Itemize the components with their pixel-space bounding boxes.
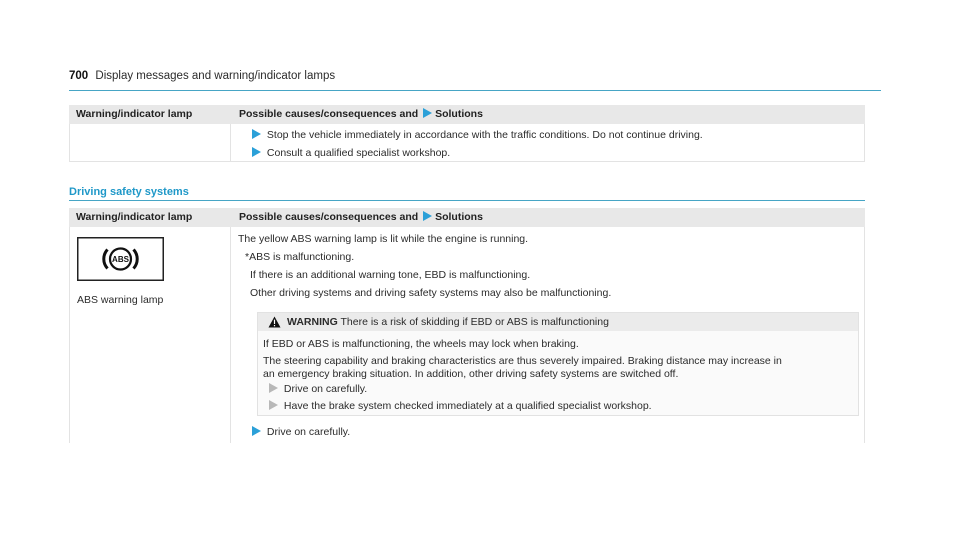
abs-icon-text: ABS	[112, 255, 129, 264]
column-header-lamp: Warning/indicator lamp	[76, 211, 193, 223]
arrow-icon	[252, 147, 261, 157]
warning-triangle-icon	[268, 316, 281, 328]
section-title: Driving safety systems	[69, 186, 865, 201]
lamp-label: ABS warning lamp	[77, 294, 164, 306]
page-title: Display messages and warning/indicator lamps	[95, 70, 336, 82]
lamp-table-1	[69, 105, 865, 162]
warning-step: Have the brake system checked immediately at a qualified specialist workshop.	[267, 400, 652, 412]
column-divider	[230, 124, 231, 161]
warning-title: WARNING There is a risk of skidding if EBD or ABS is malfunctioning	[287, 316, 609, 328]
table-header	[69, 208, 865, 227]
warning-text: an emergency braking situation. In addition, other driving safety systems are switched off.	[263, 368, 679, 380]
table-body	[69, 124, 865, 162]
table-header	[69, 105, 865, 124]
solution-step: Stop the vehicle immediately in accordance with the traffic conditions. Do not continue driving.	[250, 129, 703, 141]
cause-line: *ABS is malfunctioning.	[245, 251, 355, 263]
warning-header	[258, 313, 858, 331]
column-divider	[230, 227, 231, 443]
solution-step: Consult a qualified specialist workshop.	[250, 147, 450, 159]
arrow-icon	[269, 383, 278, 393]
warning-box	[257, 312, 859, 416]
warning-step: Drive on carefully.	[267, 383, 367, 395]
column-header-causes: Possible causes/consequences and Solutions	[239, 211, 483, 223]
warning-text: The steering capability and braking characteristics are thus severely impaired. Braking distance may increase in	[263, 355, 782, 367]
arrow-icon	[269, 400, 278, 410]
column-header-causes: Possible causes/consequences and Solutions	[239, 108, 483, 120]
arrow-icon	[252, 426, 261, 436]
solution-step: Drive on carefully.	[250, 426, 350, 438]
page-number: 700	[69, 70, 89, 82]
arrow-icon	[252, 129, 261, 139]
cause-line: Other driving systems and driving safety systems may also be malfunctioning.	[250, 287, 612, 299]
table-body	[69, 227, 865, 443]
lamp-table-2	[69, 208, 865, 443]
cause-line: The yellow ABS warning lamp is lit while the engine is running.	[238, 233, 529, 245]
page-header	[69, 70, 881, 91]
column-header-lamp: Warning/indicator lamp	[76, 108, 193, 120]
abs-warning-icon	[77, 237, 164, 281]
arrow-icon	[423, 211, 432, 221]
warning-text: If EBD or ABS is malfunctioning, the wheels may lock when braking.	[263, 338, 579, 350]
arrow-icon	[423, 108, 432, 118]
cause-line: If there is an additional warning tone, EBD is malfunctioning.	[250, 269, 531, 281]
